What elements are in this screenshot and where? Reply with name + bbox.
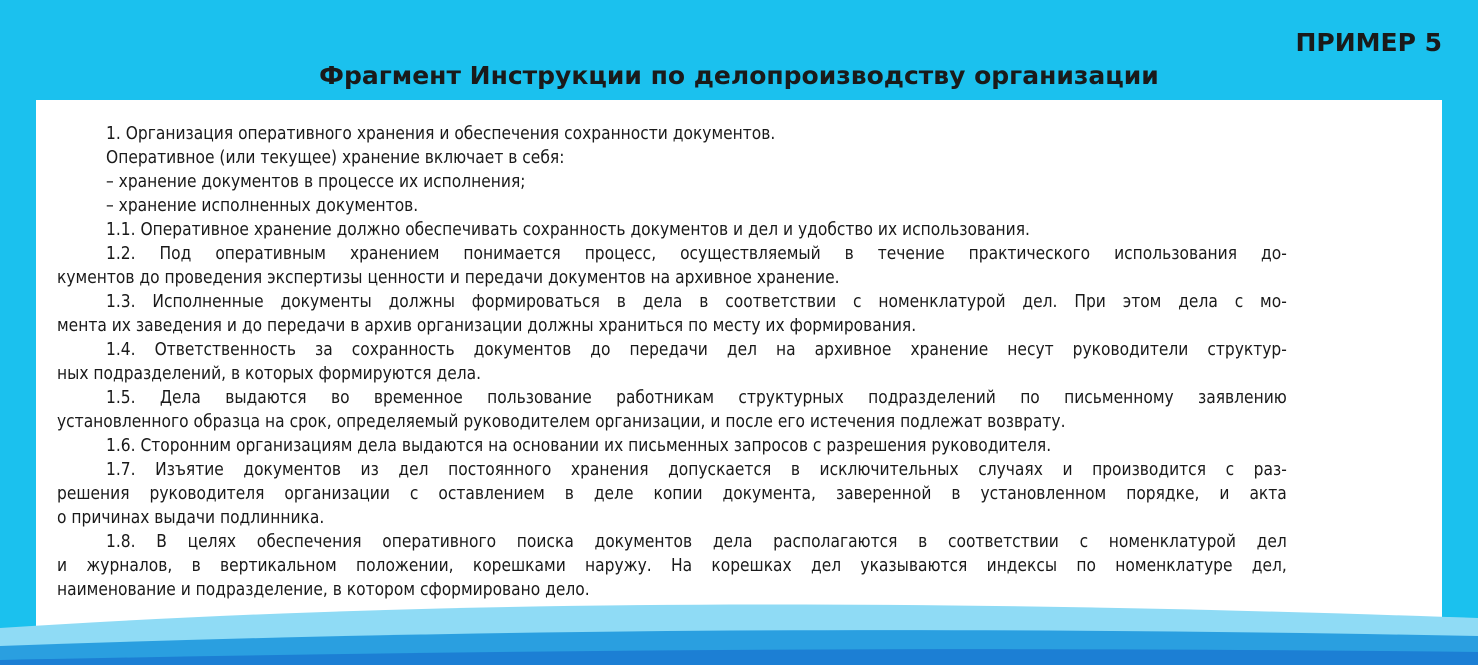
text-line: – хранение документов в процессе их исполнения; <box>106 171 526 192</box>
text-line: 1.3. Исполненные документы должны формироваться в дела в соответствии с номенклатурой дел. При этом дела с мо- <box>106 291 1287 312</box>
text-line: наименование и подразделение, в котором сформировано дело. <box>57 579 590 600</box>
text-line: решения руководителя организации с оставлением в деле копии документа, заверенной в установленном порядке, и акта <box>57 483 1287 504</box>
text-line: Оперативное (или текущее) хранение включает в себя: <box>106 147 565 168</box>
instruction-text <box>57 122 1287 602</box>
text-line: 1.4. Ответственность за сохранность документов до передачи дел на архивное хранение несут руководители структур- <box>106 339 1287 360</box>
text-line: ных подразделений, в которых формируются дела. <box>57 363 482 384</box>
text-line: 1.8. В целях обеспечения оперативного поиска документов дела располагаются в соответствии с номенклатурой дел <box>106 531 1287 552</box>
text-line: мента их заведения и до передачи в архив организации должны храниться по месту их формирования. <box>57 315 917 336</box>
text-line: и журналов, в вертикальном положении, корешками наружу. На корешках дел указываются индексы по номенклатуре дел, <box>57 555 1287 576</box>
text-line: 1.7. Изъятие документов из дел постоянного хранения допускается в исключительных случаях и производится с раз- <box>106 459 1287 480</box>
example-label: ПРИМЕР 5 <box>1295 28 1442 57</box>
text-line: 1.1. Оперативное хранение должно обеспечивать сохранность документов и дел и удобство их использования. <box>106 219 1030 240</box>
text-line: 1. Организация оперативного хранения и обеспечения сохранности документов. <box>106 123 776 144</box>
text-line: 1.5. Дела выдаются во временное пользование работникам структурных подразделений по письменному заявлению <box>106 387 1287 408</box>
text-line: 1.6. Сторонним организациям дела выдаются на основании их письменных запросов с разрешения руководителя. <box>106 435 1052 456</box>
text-line: 1.2. Под оперативным хранением понимается процесс, осуществляемый в течение практического использования до- <box>106 243 1287 264</box>
text-line: о причинах выдачи подлинника. <box>57 507 325 528</box>
text-line: – хранение исполненных документов. <box>106 195 419 216</box>
text-line: установленного образца на срок, определяемый руководителем организации, и после его истечения подлежат возврату. <box>57 411 1066 432</box>
text-line: кументов до проведения экспертизы ценности и передачи документов на архивное хранение. <box>57 267 840 288</box>
document-title: Фрагмент Инструкции по делопроизводству организации <box>319 61 1159 90</box>
